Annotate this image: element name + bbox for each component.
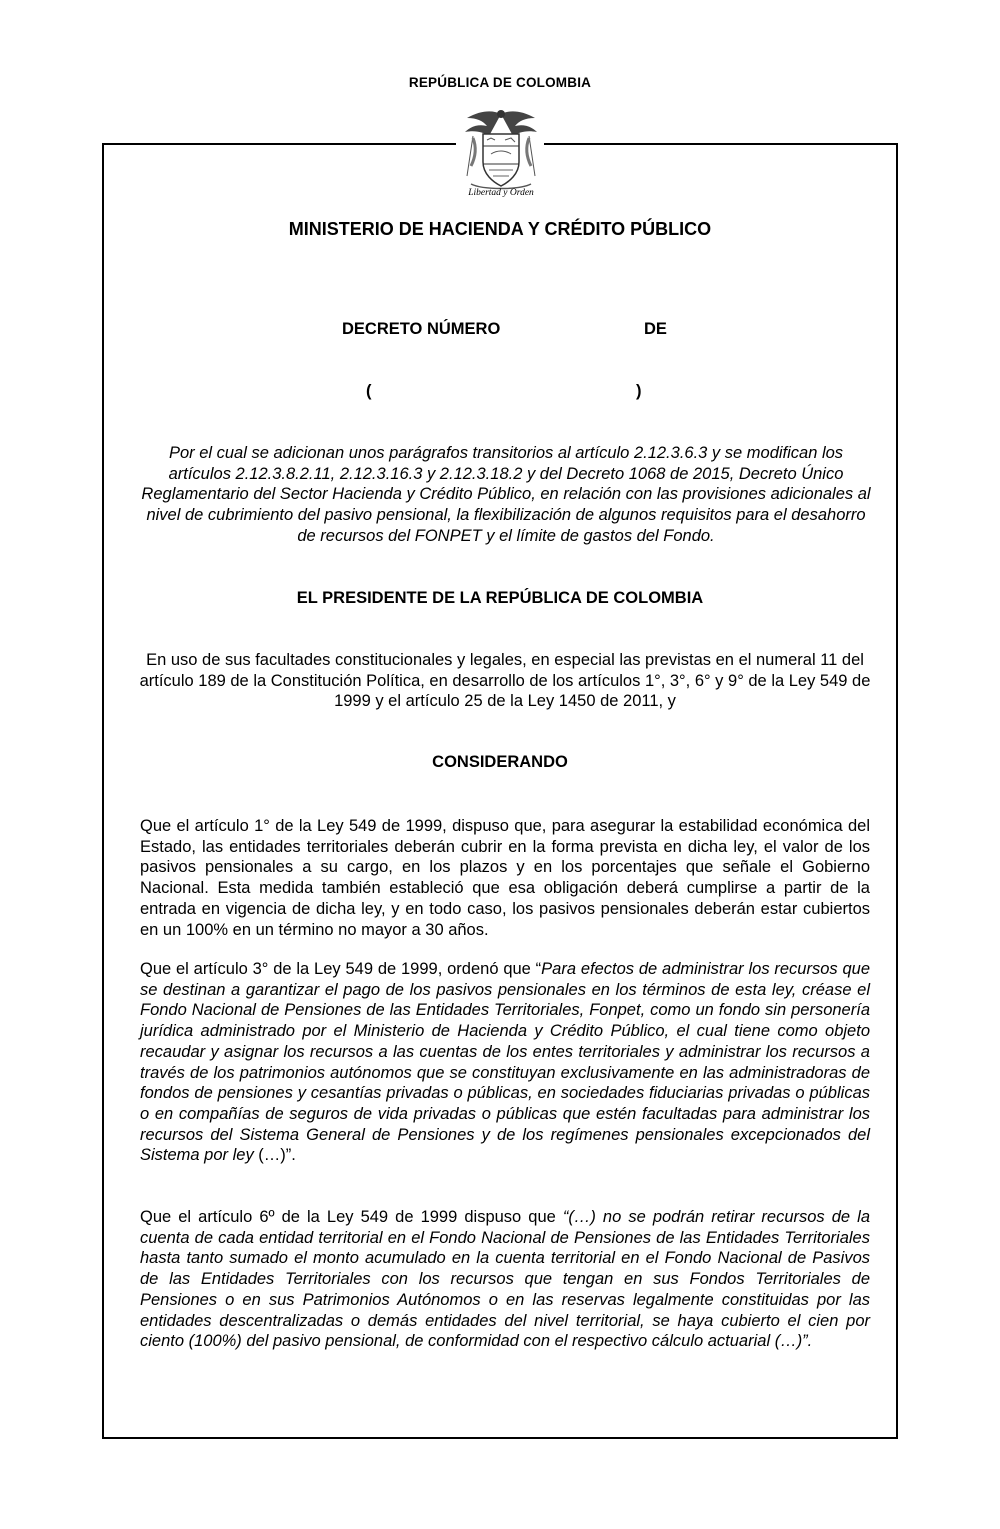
decree-paren-close: ) xyxy=(636,382,642,400)
decree-epigraph: Por el cual se adicionan unos parágrafos transitorios al artículo 2.12.3.6.3 y se modifican los artículos 2.12.3.8.2.11, 2.12.3.16.3 y 2.12.3.18.2 y del Decreto 1068 de 2015, Decreto Único Reglamentario del Sector Hacienda y Crédito Público, en relación con las provisiones adicionales al nivel de cubrimiento del pasivo pensional, la flexibilización de algunos requisitos para el desahorro de recursos del FONPET y el límite de gastos del Fondo. xyxy=(141,444,871,545)
president-heading: EL PRESIDENTE DE LA REPÚBLICA DE COLOMBIA xyxy=(296,589,704,607)
considering-heading: CONSIDERANDO xyxy=(432,753,568,771)
considering-paragraph-2 xyxy=(140,959,870,1166)
paragraph-3-quote: “(…) no se podrán retirar recursos de la cuenta de cada entidad territorial en el Fondo Nacional de Pensiones de las Entidades Territoriales hasta tanto sumado el monto acumulado en la cuenta territorial en el Fondo Nacional de Pasivos de las Entidades Territoriales con los recursos que tengan en sus Fondos Territoriales de Pensiones o en sus Patrimonios Autónomos o en las reservas legalmente constituidas por las entidades descentralizadas o demás entidades del nivel territorial, se haya cubierto el cien por ciento (100%) del pasivo pensional, de conformidad con el respectivo cálculo actuarial (…)”. xyxy=(140,1208,871,1351)
decree-number-label: DECRETO NÚMERO xyxy=(342,320,501,338)
paragraph-3-lead: Que el artículo 6º de la Ley 549 de 1999 dispuso que xyxy=(140,1208,563,1226)
considering-paragraph-3 xyxy=(140,1207,870,1352)
paragraph-2-lead: Que el artículo 3° de la Ley 549 de 1999, ordenó que “ xyxy=(140,960,542,978)
paragraph-2-tail: (…)”. xyxy=(253,1146,296,1165)
motto: Libertad y Orden xyxy=(468,188,534,198)
republic-header: REPÚBLICA DE COLOMBIA xyxy=(408,75,592,90)
faculties-paragraph: En uso de sus facultades constitucionales y legales, en especial las previstas en el numeral 11 del artículo 189 de la Constitución Política, en desarrollo de los artículos 1°, 3°, 6° y 9° de la Ley 549 de 1999 y el artículo 25 de la Ley 1450 de 2011, y xyxy=(139,651,871,710)
ministry-title: MINISTERIO DE HACIENDA Y CRÉDITO PÚBLICO xyxy=(288,219,712,239)
paragraph-2-quote: Para efectos de administrar los recursos que se destinan a garantizar el pago de los pasivos pensionales en los términos de esta ley, créase el Fondo Nacional de Pensiones de las Entidades Territoriales, Fonpet, como un fondo sin personería jurídica administrado por el Ministerio de Hacienda y Crédito Público, el cual tiene como objeto recaudar y asignar los recursos a las cuentas de los entes territoriales y administrar los recursos a través de los patrimonios autónomos que se constituyan exclusivamente en las administradoras de fondos de pensiones y cesantías privadas o públicas, en sociedades fiduciarias privadas o públicas o en compañías de seguros de vida privadas o públicas que estén facultadas para administrar los recursos del Sistema General de Pensiones y de los regímenes pensionales excepcionados del Sistema por ley xyxy=(140,960,871,1165)
decree-date-label: DE xyxy=(644,320,667,338)
decree-paren-open: ( xyxy=(366,382,372,400)
considering-paragraph-1: Que el artículo 1° de la Ley 549 de 1999, dispuso que, para asegurar la estabilidad económica del Estado, las entidades territoriales deberán cubrir en la forma prevista en dicha ley, el valor de los pasivos pensionales a su cargo, en los plazos y en los porcentajes que señale el Gobierno Nacional. Esta medida también estableció que esa obligación deberá cumplirse a partir de la entrada en vigencia de dicha ley, y en todo caso, los pasivos pensionales deberán estar cubiertos en un 100% en un término no mayor a 30 años. xyxy=(140,817,870,939)
